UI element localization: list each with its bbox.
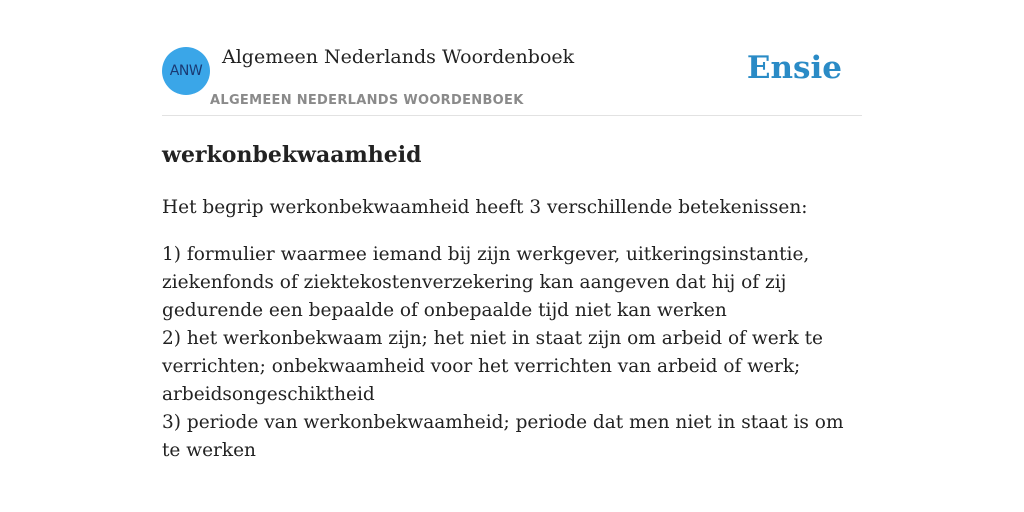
definition-list	[162, 241, 867, 465]
definition-item: 2) het werkonbekwaam zijn; het niet in staat zijn om arbeid of werk te verrichten; onbekwaamheid voor het verrichten van arbeid of werk; arbeidsongeschiktheid	[162, 328, 823, 405]
entry-content	[162, 140, 867, 465]
anw-logo[interactable]	[162, 47, 210, 95]
logo-text: ANW	[169, 63, 203, 79]
entry-intro: Het begrip werkonbekwaamheid heeft 3 verschillende betekenissen:	[162, 197, 808, 218]
site-title[interactable]: Algemeen Nederlands Woordenboek	[222, 46, 575, 68]
site-header	[162, 46, 862, 116]
definition-item: 3) periode van werkonbekwaamheid; periode dat men niet in staat is om te werken	[162, 412, 844, 461]
ensie-brand-logo[interactable]: Ensie	[746, 50, 842, 86]
site-subtitle: ALGEMEEN NEDERLANDS WOORDENBOEK	[210, 93, 524, 108]
entry-word: werkonbekwaamheid	[162, 142, 422, 168]
definition-item: 1) formulier waarmee iemand bij zijn werkgever, uitkeringsinstantie, ziekenfonds of ziektekostenverzekering kan aangeven dat hij of zij gedurende een bepaalde of onbepaalde tijd niet kan werken	[162, 244, 810, 321]
